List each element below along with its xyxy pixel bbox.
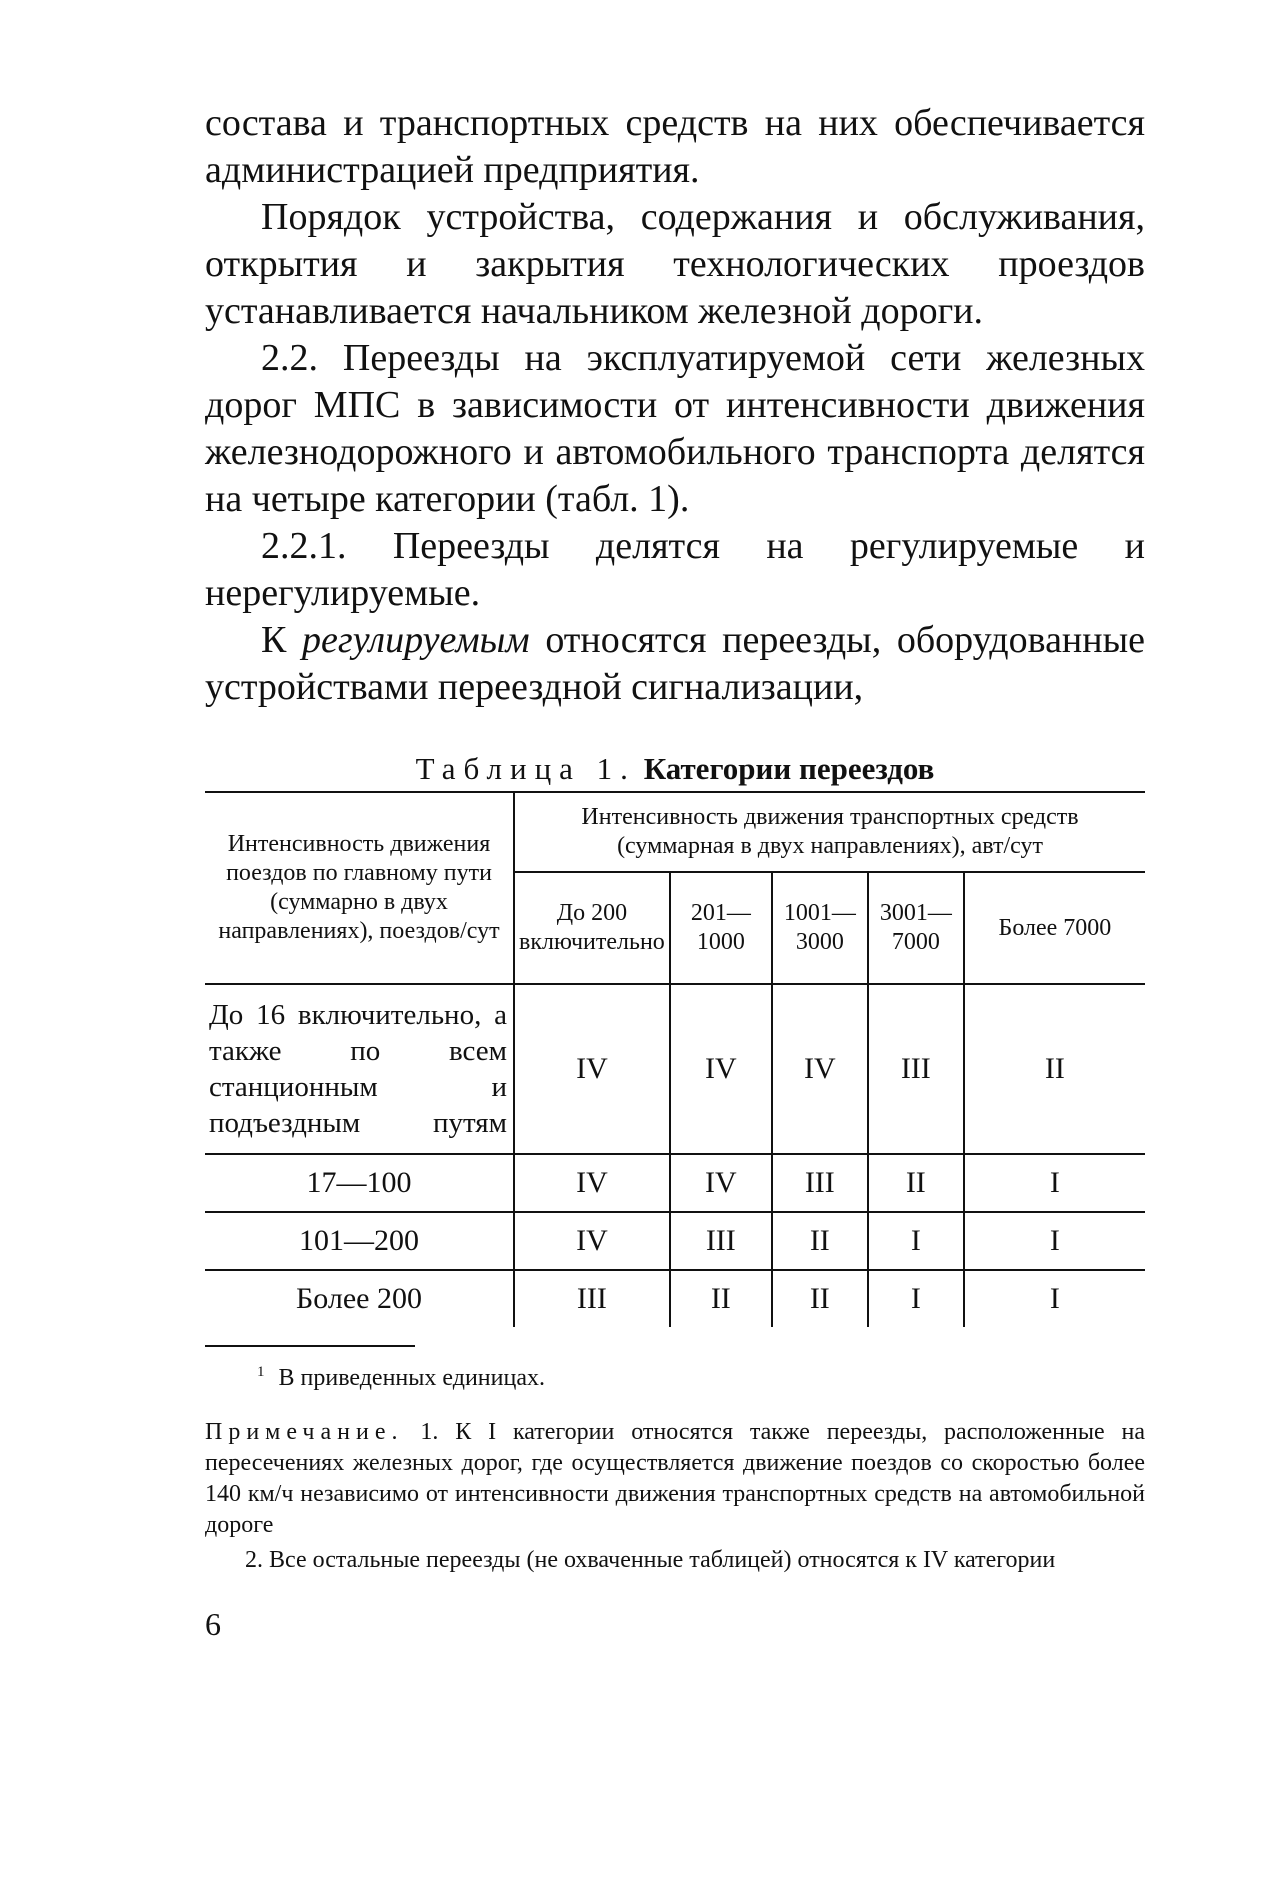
column-header: Более 7000 (964, 872, 1145, 984)
row-label: 17—100 (205, 1154, 514, 1212)
column-header: 1001— 3000 (772, 872, 868, 984)
table-cell: III (772, 1154, 868, 1212)
paragraph-5-end: относятся переезды, оборудованные устройствами переездной сигнализации, (205, 619, 1146, 708)
paragraph-2: Порядок устройства, содержания и обслуживания, открытия и закрытия технологических проездов устанавливается начальником железной дороги. (205, 196, 1145, 332)
table-cell: I (868, 1270, 964, 1327)
note-1-text: 1. К I категории относятся также переезды, расположенные на пересечениях железных дорог, где осуществляется движение поездов со скоростью более 140 км/ч независимо от интенсивности движения транспортных средств на автомобильной дороге (205, 1419, 1146, 1538)
crossing-categories-table (205, 791, 1145, 1327)
table-caption-title: Категории переездов (643, 751, 935, 786)
paragraph-1: состава и транспортных средств на них обеспечивается администрацией предприятия. (205, 102, 1145, 191)
table-row (205, 1270, 1145, 1327)
paragraph-5-emphasis: регулируемым (302, 619, 530, 661)
row-label: Более 200 (296, 1282, 422, 1315)
footnote-divider (205, 1345, 415, 1347)
table-cell: II (670, 1270, 772, 1327)
note-label: Примечание. (205, 1419, 404, 1445)
table-cell: IV (670, 1154, 772, 1212)
table-cell: II (772, 1270, 868, 1327)
footnote (257, 1357, 1145, 1393)
row-header: Интенсивность движения поездов по главному пути (суммарно в двух направлениях), поездов/сут (205, 792, 514, 984)
row-label: До 16 включительно, а также по всем станционным и подъездным путям (205, 984, 514, 1154)
column-header: 3001— 7000 (868, 872, 964, 984)
paragraph-5-start: К (261, 619, 287, 661)
table-cell: I (868, 1212, 964, 1270)
table-cell: III (670, 1212, 772, 1270)
footnote-mark: 1 (257, 1364, 265, 1380)
footnote-text: В приведенных единицах. (278, 1365, 545, 1391)
table-caption-label: Таблица 1. (415, 751, 636, 786)
row-label: 101—200 (205, 1212, 514, 1270)
table-cell: II (868, 1154, 964, 1212)
table-row (205, 984, 1145, 1154)
page-number: 6 (205, 1606, 221, 1642)
table-cell: IV (514, 1212, 670, 1270)
paragraph-3: 2.2. Переезды на эксплуатируемой сети железных дорог МПС в зависимости от интенсивности движения железнодорожного и автомобильного транспорта делятся на четыре категории (табл. 1). (205, 337, 1145, 520)
note-2: 2. Все остальные переезды (не охваченные таблицей) относятся к IV категории (245, 1547, 1056, 1573)
note-1 (205, 1417, 1145, 1541)
document-page (205, 100, 1145, 1643)
table-cell: IV (514, 1154, 670, 1212)
table-cell: IV (772, 984, 868, 1154)
table-cell: III (868, 984, 964, 1154)
table-cell: I (964, 1154, 1145, 1212)
table-cell: III (514, 1270, 670, 1327)
table-row (205, 1154, 1145, 1212)
column-header: 201— 1000 (670, 872, 772, 984)
table-cell: I (964, 1212, 1145, 1270)
group-header: Интенсивность движения транспортных средств (суммарная в двух направлениях), авт/сут (514, 792, 1145, 872)
column-header: До 200 включительно (514, 872, 670, 984)
paragraph-5 (205, 617, 1145, 711)
table-cell: IV (670, 984, 772, 1154)
paragraph-4: 2.2.1. Переезды делятся на регулируемые и нерегулируемые. (205, 525, 1145, 614)
table-caption (205, 751, 1145, 787)
table-cell: IV (514, 984, 670, 1154)
table-row (205, 1212, 1145, 1270)
table-cell: I (964, 1270, 1145, 1327)
table-cell: II (772, 1212, 868, 1270)
table-cell: II (964, 984, 1145, 1154)
